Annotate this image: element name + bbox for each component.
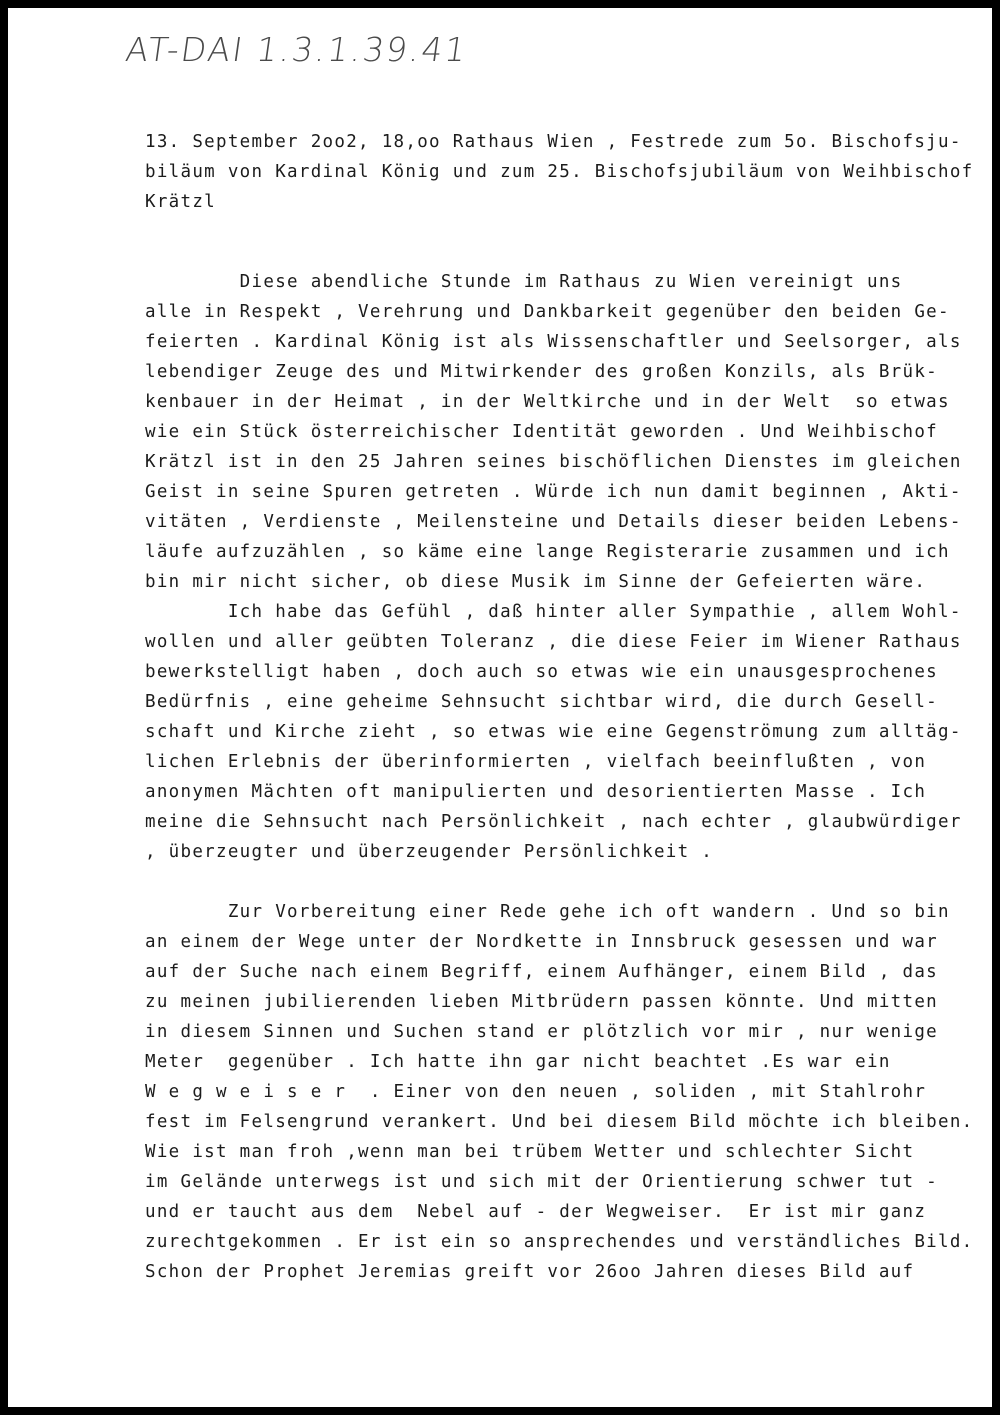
body-line: Diese abendliche Stunde im Rathaus zu Wien vereinigt uns [145, 272, 903, 292]
body-line: vitäten , Verdienste , Meilensteine und Details dieser beiden Lebens- [145, 512, 962, 532]
body-line: W e g w e i s e r . Einer von den neuen , soliden , mit Stahlrohr [145, 1082, 927, 1102]
body-line: Meter gegenüber . Ich hatte ihn gar nicht beachtet .Es war ein [145, 1052, 891, 1072]
body-line: in diesem Sinnen und Suchen stand er plötzlich vor mir , nur wenige [145, 1022, 939, 1042]
body-line: Geist in seine Spuren getreten . Würde ich nun damit beginnen , Akti- [145, 482, 962, 502]
body-line: an einem der Wege unter der Nordkette in Innsbruck gesessen und war [145, 932, 939, 952]
body-line: schaft und Kirche zieht , so etwas wie eine Gegenströmung zum alltäg- [145, 722, 962, 742]
body-line: Krätzl ist in den 25 Jahren seines bischöflichen Dienstes im gleichen [145, 452, 962, 472]
body-line: auf der Suche nach einem Begriff, einem Aufhänger, einem Bild , das [145, 962, 939, 982]
body-line: im Gelände unterwegs ist und sich mit der Orientierung schwer tut - [145, 1172, 939, 1192]
body-line: Wie ist man froh ,wenn man bei trübem Wetter und schlechter Sicht [145, 1142, 915, 1162]
body-line: anonymen Mächten oft manipulierten und desorientierten Masse . Ich [145, 782, 927, 802]
body-line: Schon der Prophet Jeremias greift vor 26oo Jahren dieses Bild auf [145, 1262, 915, 1282]
body-line: alle in Respekt , Verehrung und Dankbarkeit gegenüber den beiden Ge- [145, 302, 950, 322]
document-page [8, 8, 992, 1407]
body-line: fest im Felsengrund verankert. Und bei diesem Bild möchte ich bleiben. [145, 1112, 974, 1132]
heading-line: biläum von Kardinal König und zum 25. Bischofsjubiläum von Weihbischof [145, 162, 974, 182]
body-line: lebendiger Zeuge des und Mitwirkender des großen Konzils, als Brük- [145, 362, 939, 382]
body-line: kenbauer in der Heimat , in der Weltkirche und in der Welt so etwas [145, 392, 950, 412]
archive-reference-handwritten: AT-DAI 1.3.1.39.41 [123, 30, 471, 69]
body-line: und er taucht aus dem Nebel auf - der Wegweiser. Er ist mir ganz [145, 1202, 927, 1222]
body-line: wie ein Stück österreichischer Identität geworden . Und Weihbischof [145, 422, 939, 442]
body-line: bin mir nicht sicher, ob diese Musik im Sinne der Gefeierten wäre. [145, 572, 927, 592]
body-line: lichen Erlebnis der überinformierten , vielfach beeinflußten , von [145, 752, 927, 772]
body-line: zurechtgekommen . Er ist ein so ansprechendes und verständliches Bild. [145, 1232, 974, 1252]
body-line: läufe aufzuzählen , so käme eine lange Registerarie zusammen und ich [145, 542, 950, 562]
body-line: zu meinen jubilierenden lieben Mitbrüdern passen könnte. Und mitten [145, 992, 939, 1012]
body-line: wollen und aller geübten Toleranz , die diese Feier im Wiener Rathaus [145, 632, 962, 652]
body-line: bewerkstelligt haben , doch auch so etwas wie ein unausgesprochenes [145, 662, 939, 682]
heading-line: 13. September 2oo2, 18,oo Rathaus Wien , Festrede zum 5o. Bischofsju- [145, 132, 962, 152]
body-line: meine die Sehnsucht nach Persönlichkeit , nach echter , glaubwürdiger [145, 812, 962, 832]
heading-line: Krätzl [145, 192, 217, 212]
body-line: feierten . Kardinal König ist als Wissenschaftler und Seelsorger, als [145, 332, 962, 352]
body-line: , überzeugter und überzeugender Persönlichkeit . [145, 842, 714, 862]
body-line: Ich habe das Gefühl , daß hinter aller Sympathie , allem Wohl- [145, 602, 962, 622]
body-line: Bedürfnis , eine geheime Sehnsucht sichtbar wird, die durch Gesell- [145, 692, 939, 712]
body-line: Zur Vorbereitung einer Rede gehe ich oft wandern . Und so bin [145, 902, 950, 922]
